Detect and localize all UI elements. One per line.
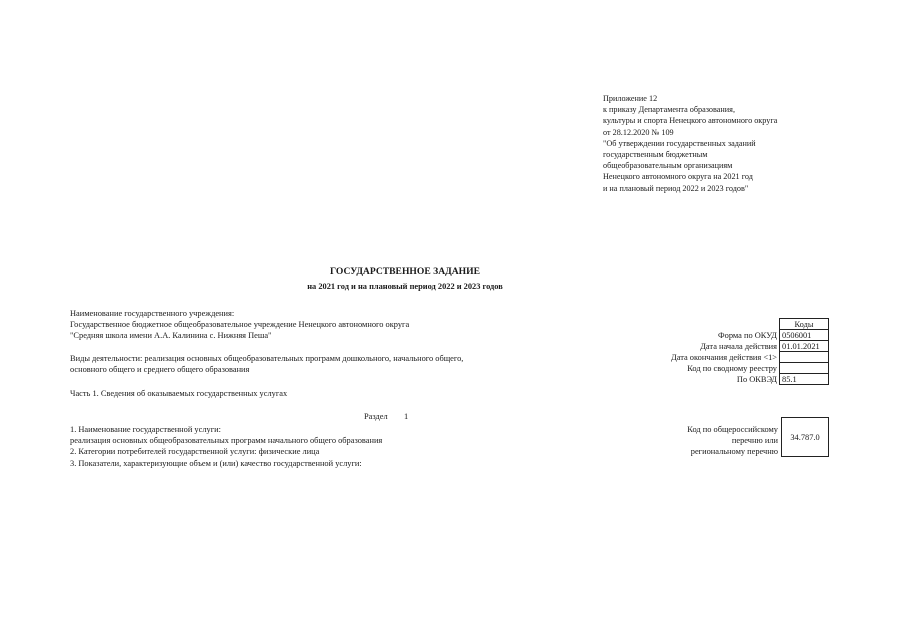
annex-line: Ненецкого автономного округа на 2021 год: [603, 172, 753, 182]
codes-value-okved: 85.1: [782, 375, 797, 384]
section-label: Раздел: [364, 412, 388, 421]
annex-line: "Об утверждении государственных заданий: [603, 138, 756, 148]
institution-name-line1: Государственное бюджетное общеобразовательное учреждение Ненецкого автономного округа: [70, 320, 410, 329]
annex-block: [603, 93, 777, 194]
part-heading: Часть 1. Сведения об оказываемых государственных услугах: [70, 389, 288, 398]
document-subtitle: на 2021 год и на плановый период 2022 и 2023 годов: [307, 282, 503, 291]
annex-line: общеобразовательным организациям: [603, 161, 733, 171]
service-name-label: 1. Наименование государственной услуги:: [70, 425, 221, 434]
consumer-category: 2. Категории потребителей государственной услуги: физические лица: [70, 447, 320, 456]
annex-line: от 28.12.2020 № 109: [603, 127, 674, 137]
registry-label-line3: региональному перечню: [690, 447, 778, 456]
codes-row-value: [779, 373, 829, 385]
codes-row-label: Дата окончания действия <1>: [671, 353, 777, 362]
annex-line: Приложение 12: [603, 94, 658, 103]
section-number: 1: [404, 412, 409, 421]
annex-line: государственным бюджетным: [603, 150, 708, 160]
codes-row-label: Дата начала действия: [700, 342, 777, 351]
codes-value-start-date: 01.01.2021: [782, 342, 820, 351]
document-title: ГОСУДАРСТВЕННОЕ ЗАДАНИЕ: [330, 266, 480, 277]
indicators-heading: 3. Показатели, характеризующие объем и (или) качество государственной услуги:: [70, 459, 362, 468]
activity-line1: Виды деятельности: реализация основных общеобразовательных программ дошкольного, начального общего,: [70, 354, 464, 363]
codes-row-label: Код по сводному реестру: [687, 364, 777, 373]
registry-code-box: [781, 417, 829, 457]
annex-line: и на плановый период 2022 и 2023 годов": [603, 183, 749, 193]
codes-value-okud: 0506001: [782, 331, 812, 340]
registry-code-value: 34.787.0: [790, 432, 820, 442]
codes-row-label: По ОКВЭД: [736, 375, 777, 384]
codes-header-label: Коды: [794, 320, 814, 329]
institution-name-line2: "Средняя школа имени А.А. Калинина с. Нижняя Пеша": [70, 331, 272, 340]
annex-line: к приказу Департамента образования,: [603, 105, 735, 115]
registry-label-line1: Код по общероссийскому: [687, 425, 778, 434]
annex-line: культуры и спорта Ненецкого автономного округа: [603, 116, 778, 126]
codes-row-label: Форма по ОКУД: [718, 331, 777, 340]
registry-label-line2: перечню или: [731, 436, 778, 445]
activity-line2: основного общего и среднего общего образования: [70, 365, 250, 374]
service-name-value: реализация основных общеобразовательных программ начального общего образования: [70, 436, 383, 445]
institution-label: Наименование государственного учреждения:: [70, 309, 235, 318]
